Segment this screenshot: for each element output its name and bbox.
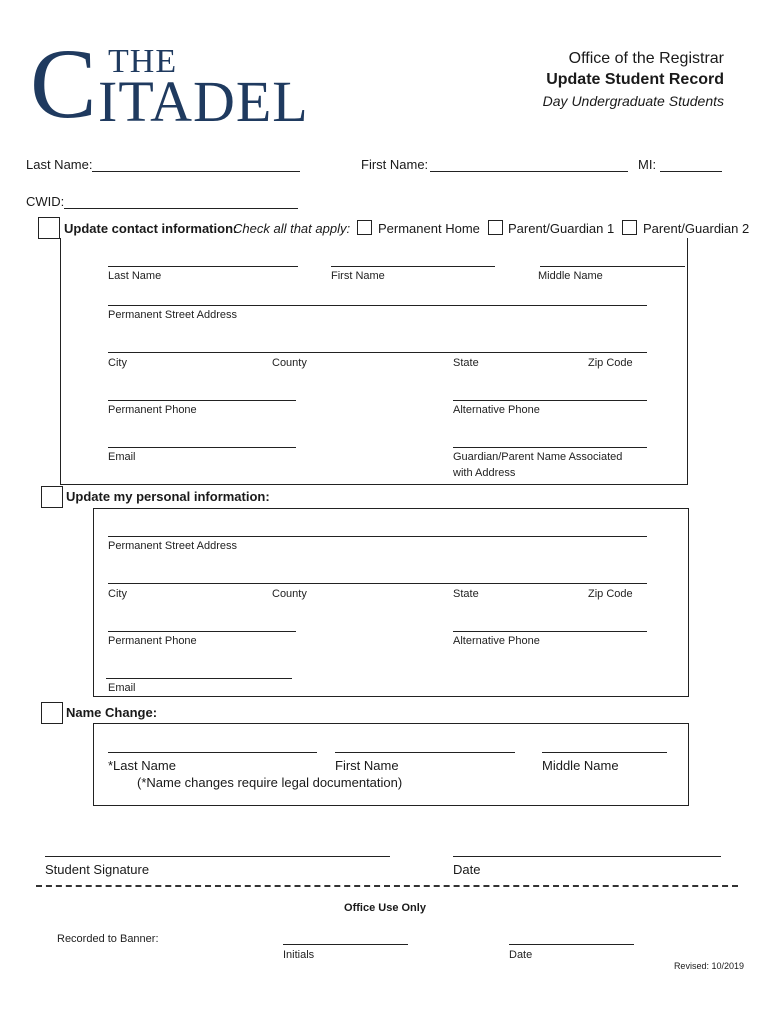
contact-last-name-label: Last Name [108,270,162,282]
parent-guardian-2-label: Parent/Guardian 2 [643,221,750,236]
office-initials-field[interactable] [283,944,408,945]
mi-label: MI: [638,157,657,172]
personal-city-label: City [108,588,127,600]
personal-phone-field[interactable] [108,631,296,632]
new-last-name-label: *Last Name [108,758,176,773]
cwid-field[interactable] [64,208,298,209]
parent-guardian-1-label: Parent/Guardian 1 [508,221,615,236]
update-personal-checkbox[interactable] [41,486,63,508]
new-middle-name-label: Middle Name [542,758,619,773]
name-change-checkbox[interactable] [41,702,63,724]
permanent-home-label: Permanent Home [378,221,480,236]
personal-zip-label: Zip Code [588,588,633,600]
last-name-label: Last Name: [26,157,93,172]
personal-alt-phone-field[interactable] [453,631,647,632]
contact-heading: Update contact information: [64,221,238,236]
citadel-logo [30,28,320,139]
contact-last-name-field[interactable] [108,266,298,267]
office-date-label: Date [509,949,533,961]
cwid-label: CWID: [26,194,65,209]
check-all-text: Check all that apply: [233,221,351,236]
personal-heading: Update my personal information: [66,489,270,504]
contact-first-name-field[interactable] [331,266,495,267]
personal-county-label: County [272,588,307,600]
contact-alt-phone-field[interactable] [453,400,647,401]
new-first-name-field[interactable] [335,752,515,753]
parent-guardian-2-checkbox[interactable] [622,220,637,235]
office-name: Office of the Registrar [568,50,724,67]
contact-phone-field[interactable] [108,400,296,401]
revised-date: Revised: 10/2019 [673,961,744,971]
legal-documentation-note: (*Name changes require legal documentation) [137,775,403,790]
personal-street-field[interactable] [108,536,647,537]
guardian-name-label-1: Guardian/Parent Name Associated [453,451,623,463]
signature-date-label: Date [453,862,481,877]
last-name-field[interactable] [92,171,300,172]
contact-state-label: State [453,357,479,369]
first-name-field[interactable] [430,171,628,172]
contact-first-name-label: First Name [331,270,385,282]
logo-the: THE [108,43,178,80]
personal-email-label: Email [108,682,136,694]
office-initials-label: Initials [283,949,315,961]
parent-guardian-1-checkbox[interactable] [488,220,503,235]
new-first-name-label: First Name [335,758,399,773]
personal-street-label: Permanent Street Address [108,540,238,552]
form-title: Update Student Record [546,71,724,88]
new-last-name-field[interactable] [108,752,317,753]
update-contact-checkbox[interactable] [38,217,60,239]
form-subtitle: Day Undergraduate Students [542,93,724,109]
personal-email-field[interactable] [106,678,292,679]
student-signature-label: Student Signature [45,862,150,877]
name-change-heading: Name Change: [66,705,158,720]
contact-zip-label: Zip Code [588,357,633,369]
contact-email-field[interactable] [108,447,296,448]
contact-middle-name-field[interactable] [540,266,685,267]
office-date-field[interactable] [509,944,634,945]
logo-letter-c: C [30,28,97,139]
contact-phone-label: Permanent Phone [108,404,197,416]
student-signature-field[interactable] [45,856,390,857]
personal-phone-label: Permanent Phone [108,635,197,647]
first-name-label: First Name: [361,157,429,172]
contact-city-label: City [108,357,127,369]
logo-itadel: ITADEL [98,69,309,134]
personal-city-line[interactable] [108,583,647,584]
contact-county-label: County [272,357,307,369]
mi-field[interactable] [660,171,722,172]
contact-street-label: Permanent Street Address [108,309,238,321]
permanent-home-checkbox[interactable] [357,220,372,235]
cut-line-divider [36,885,738,887]
contact-street-field[interactable] [108,305,647,306]
guardian-name-label-2: with Address [453,467,516,479]
guardian-name-field[interactable] [453,447,647,448]
personal-alt-phone-label: Alternative Phone [453,635,540,647]
new-middle-name-field[interactable] [542,752,667,753]
contact-email-label: Email [108,451,136,463]
office-use-heading: Office Use Only [344,902,426,914]
contact-city-line[interactable] [108,352,647,353]
signature-date-field[interactable] [453,856,721,857]
personal-state-label: State [453,588,479,600]
contact-alt-phone-label: Alternative Phone [453,404,540,416]
contact-middle-name-label: Middle Name [538,270,603,282]
recorded-to-banner-label: Recorded to Banner: [57,933,159,945]
